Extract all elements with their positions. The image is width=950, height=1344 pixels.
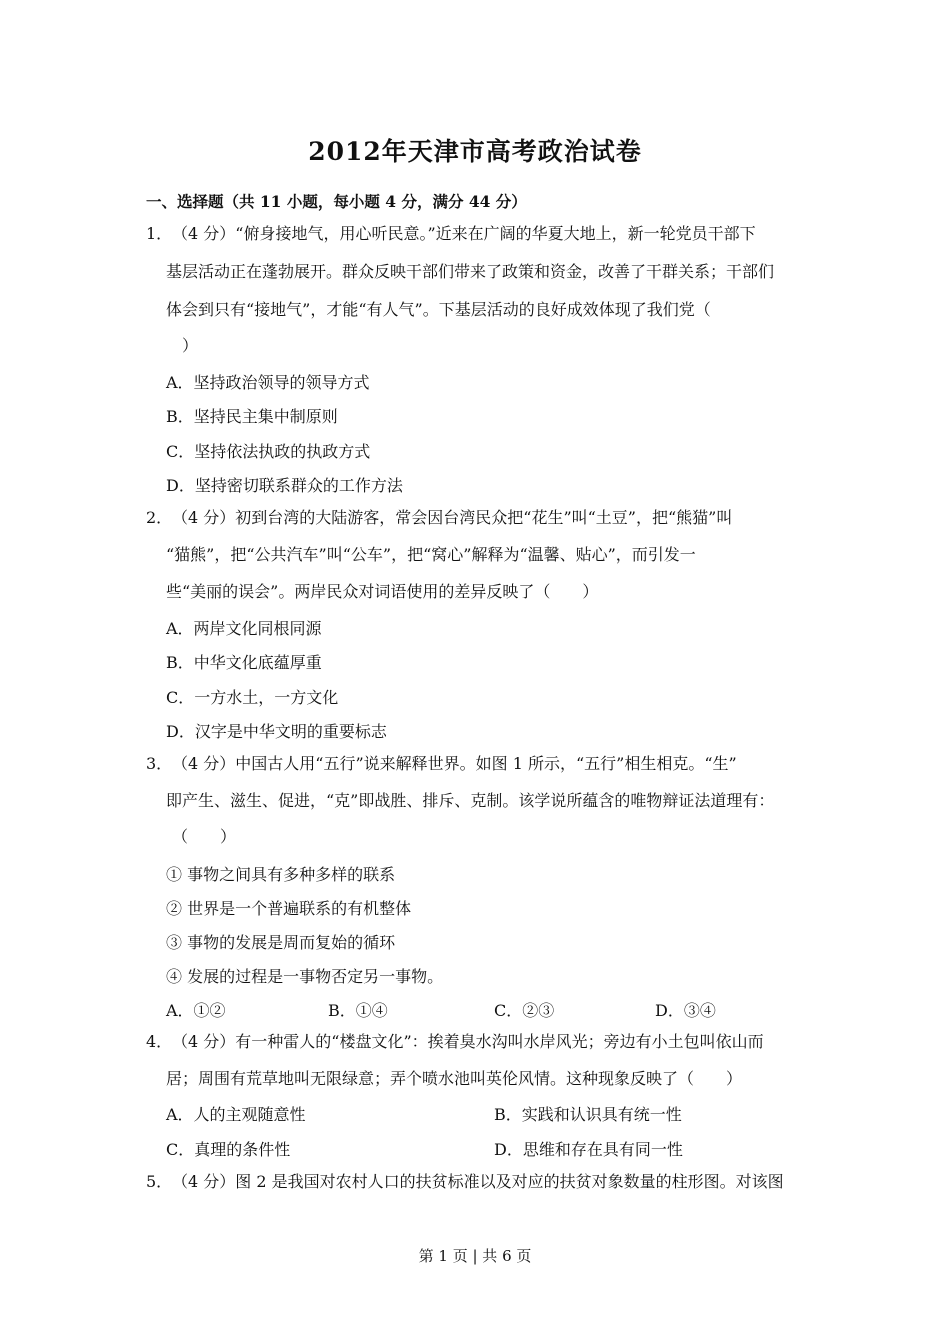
option-b[interactable]: B．实践和认识具有统一性 [494,1105,682,1124]
question-number: 4． [146,1032,173,1051]
question-text-line: 基层活动正在蓬勃展开。群众反映干部们带来了政策和资金，改善了干群关系；干部们 [166,262,775,281]
question-text-line: （4 分）中国古人用“五行”说来解释世界。如图 1 所示，“五行”相生相克。“生” [172,754,737,773]
section-heading: 一、选择题（共 11 小题，每小题 4 分，满分 44 分） [146,192,527,211]
question-number: 3． [146,754,173,773]
option-b[interactable]: B．中华文化底蕴厚重 [166,653,322,672]
option-d[interactable]: D．③④ [655,1001,716,1020]
question-text-line: （4 分）“俯身接地气，用心听民意。”近来在广阔的华夏大地上，新一轮党员干部下 [172,224,756,243]
option-a[interactable]: A．①② [166,1001,226,1020]
question-text-line: （4 分）图 2 是我国对农村人口的扶贫标准以及对应的扶贫对象数量的柱形图。对该图 [172,1172,784,1191]
question-text-line: （4 分）有一种雷人的“楼盘文化”：挨着臭水沟叫水岸风光；旁边有小土包叫依山而 [172,1032,764,1051]
page-title: 2012年天津市高考政治试卷 [308,137,642,166]
question-text-line: 居；周围有荒草地叫无限绿意；弄个喷水池叫英伦风情。这种现象反映了（ ） [166,1069,743,1088]
question-number: 5． [146,1172,173,1191]
question-text-line: ） [182,336,199,355]
question-text-line: （ ） [172,827,237,846]
statement-2: ② 世界是一个普遍联系的有机整体 [166,899,412,918]
option-c[interactable]: C．②③ [494,1001,555,1020]
question-text-line: （4 分）初到台湾的大陆游客，常会因台湾民众把“花生”叫“土豆”，把“熊猫”叫 [172,508,733,527]
option-a[interactable]: A．人的主观随意性 [166,1105,306,1124]
option-c[interactable]: C．坚持依法执政的执政方式 [166,442,371,461]
question-text-line: “猫熊”，把“公共汽车”叫“公车”，把“窝心”解释为“温馨、贴心”，而引发一 [166,545,696,564]
question-number: 2． [146,508,173,527]
statement-3: ③ 事物的发展是周而复始的循环 [166,933,396,952]
question-text-line: 即产生、滋生、促进，“克”即战胜、排斥、克制。该学说所蕴含的唯物辩证法道理有： [166,791,775,810]
question-number: 1． [146,224,173,243]
option-b[interactable]: B．坚持民主集中制原则 [166,407,338,426]
statement-4: ④ 发展的过程是一事物否定另一事物。 [166,967,444,986]
statement-1: ① 事物之间具有多种多样的联系 [166,865,396,884]
option-c[interactable]: C．一方水土，一方文化 [166,688,339,707]
option-a[interactable]: A．两岸文化同根同源 [166,619,322,638]
option-a[interactable]: A．坚持政治领导的领导方式 [166,373,370,392]
question-text-line: 些“美丽的误会”。两岸民众对词语使用的差异反映了（ ） [166,582,599,601]
question-text-line: 体会到只有“接地气”，才能“有人气”。下基层活动的良好成效体现了我们党（ [166,300,711,319]
option-c[interactable]: C．真理的条件性 [166,1140,291,1159]
option-b[interactable]: B．①④ [328,1001,388,1020]
option-d[interactable]: D．思维和存在具有同一性 [494,1140,683,1159]
option-d[interactable]: D．汉字是中华文明的重要标志 [166,722,387,741]
option-d[interactable]: D．坚持密切联系群众的工作方法 [166,476,403,495]
page-footer: 第 1 页 | 共 6 页 [418,1247,532,1265]
